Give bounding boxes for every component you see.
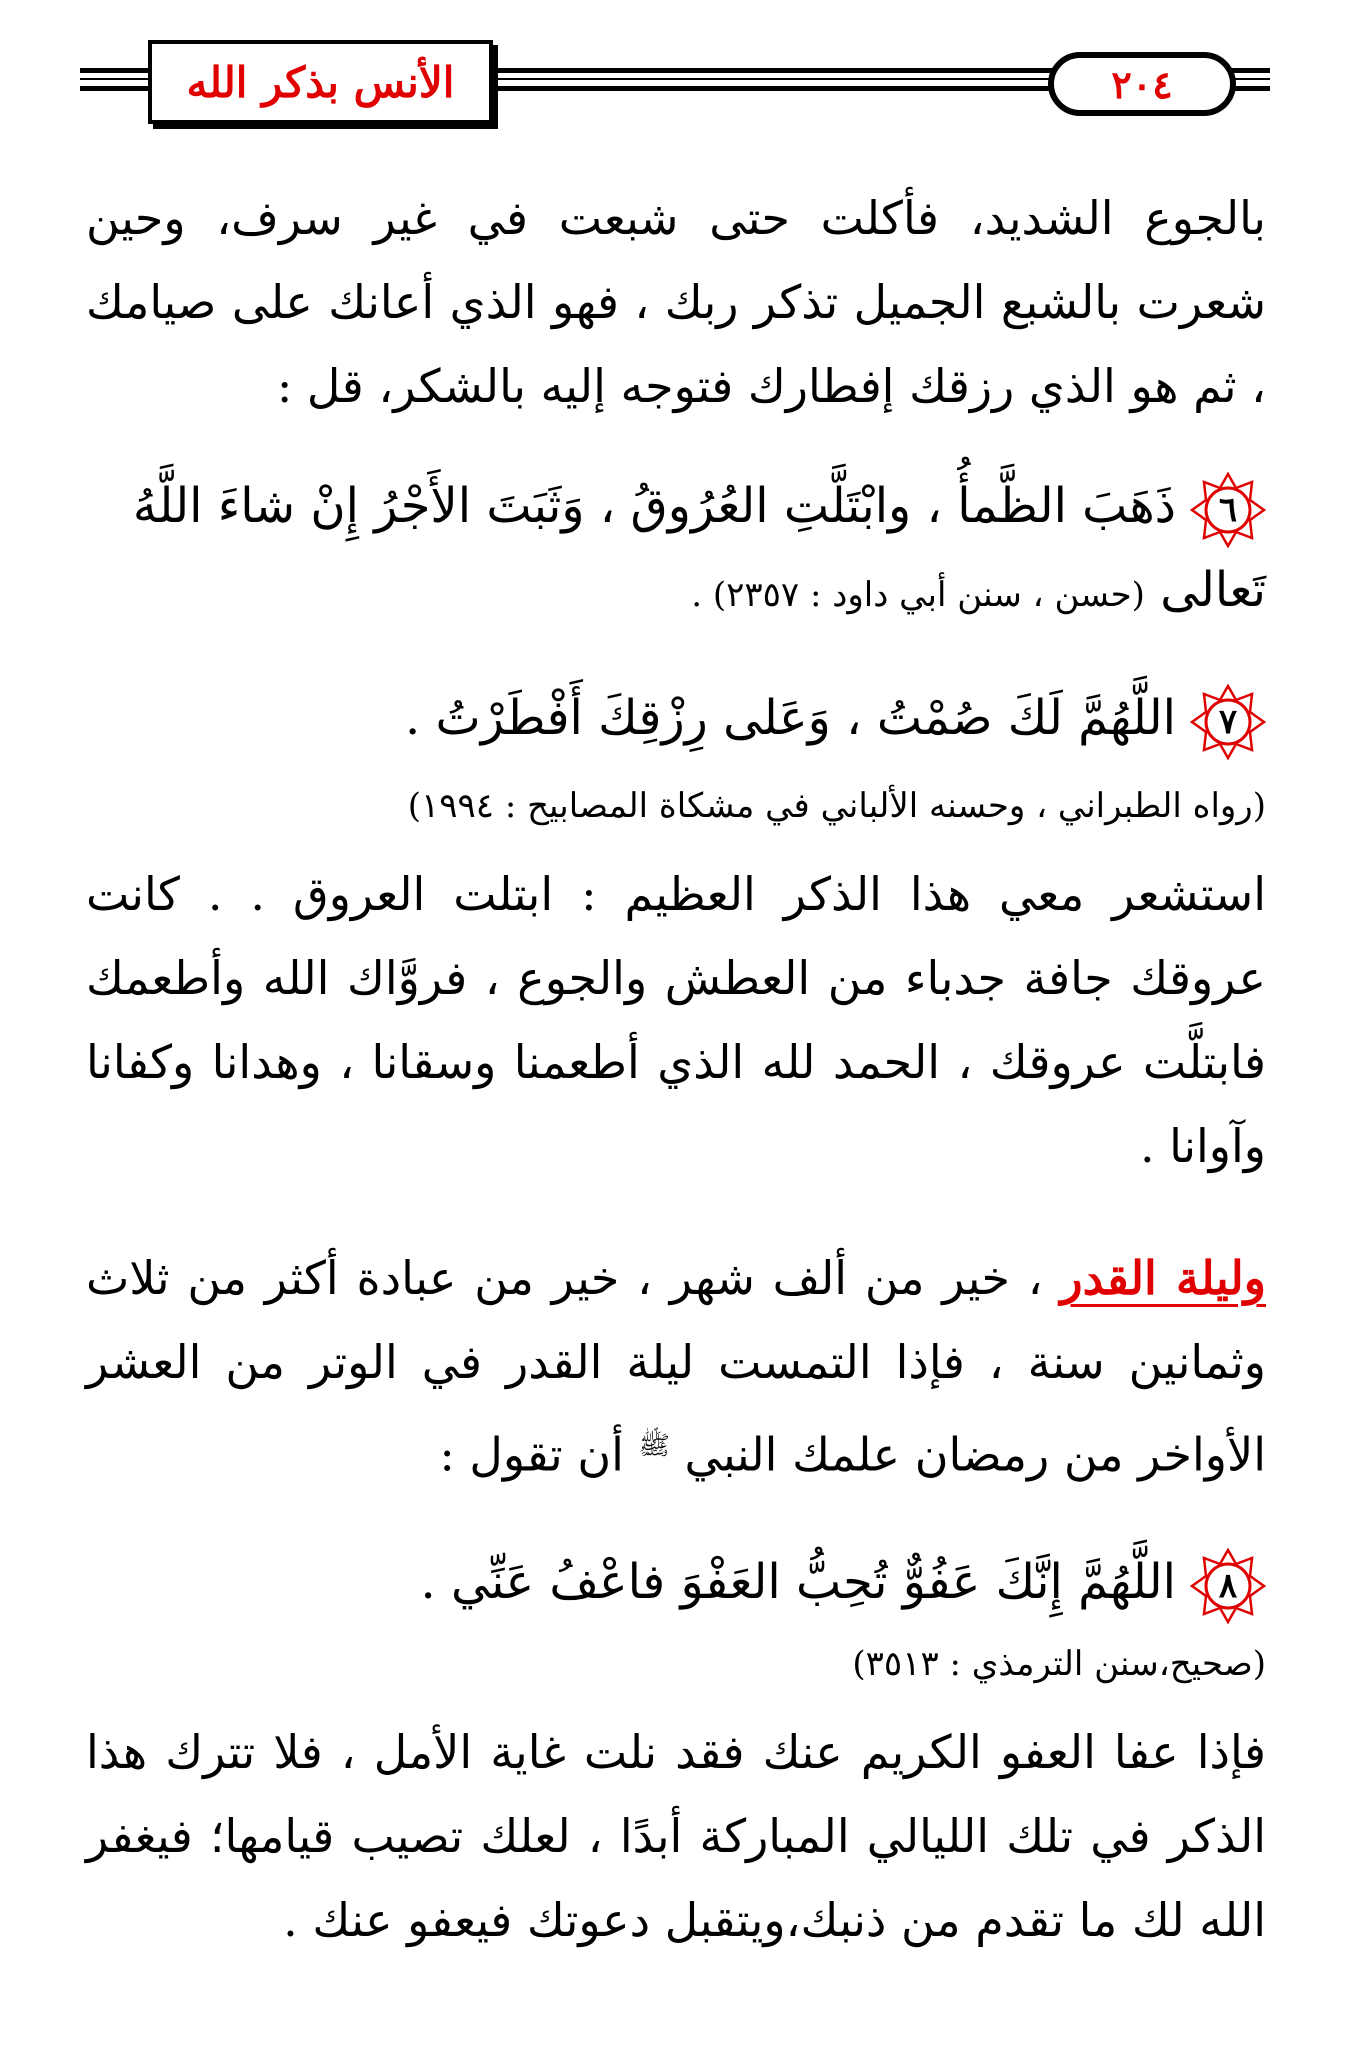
header-title-box [148, 40, 493, 124]
dua-8-reference: (صحيح،سنن الترمذي : ٣٥١٣) [852, 1644, 1266, 1684]
page-number-badge [1048, 52, 1236, 116]
rosette-number-icon [1190, 472, 1266, 548]
dua-7 [86, 676, 1266, 760]
highlight-laylat-al-qadr: وليلة القدر [1060, 1251, 1266, 1305]
page-number: ٢٠٤ [1111, 61, 1173, 107]
dua-text: اللَّهُمَّ لَكَ صُمْتُ ، وَعَلى رِزْقِكَ أَفْطَرْتُ . [405, 690, 1176, 746]
paragraph-1: بالجوع الشديد، فأكلت حتى شبعت في غير سرف، وحين شعرت بالشبع الجميل تذكر ربك ، فهو الذي أعانك على صيامك ، ثم هو الذي رزقك إفطارك فتوجه إليه بالشكر، قل : [86, 191, 1266, 413]
dua-number: ٨ [1218, 1565, 1238, 1606]
paragraph-3-text-a: ، خير من ألف شهر ، خير من عبادة أكثر من ثلاث وثمانين سنة ، فإذا التمست ليلة القدر في الوتر من العشر الأواخر من رمضان علمك النبي [86, 1251, 1266, 1482]
paragraph-3 [86, 1236, 1266, 1496]
page-title: الأنس بذكر الله [186, 57, 455, 107]
paragraph-4: فإذا عفا العفو الكريم عنك فقد نلت غاية الأمل ، فلا تترك هذا الذكر في تلك الليالي المباركة أبدًا ، لعلك تصيب قيامها؛ فيغفر الله لك ما تقدم من ذنبك،ويتقبل دعوتك فيعفو عنك . [86, 1725, 1266, 1947]
dua-text: اللَّهُمَّ إِنَّكَ عَفُوٌّ تُحِبُّ العَفْوَ فاعْفُ عَنِّي . [420, 1554, 1176, 1610]
dua-8 [86, 1540, 1266, 1624]
paragraph-2: استشعر معي هذا الذكر العظيم : ابتلت العروق . . كانت عروقك جافة جدباء من العطش والجوع ، فروَّاك الله وأطعمك فابتلَّت عروقك ، الحمد لله الذي أطعمنا وسقانا ، وهدانا وكفانا وآوانا . [86, 867, 1266, 1173]
dua-number: ٧ [1218, 701, 1238, 742]
rosette-number-icon [1190, 1548, 1266, 1624]
salawat-glyph: ﷺ [638, 1431, 670, 1461]
dua-reference: (حسن ، سنن أبي داود : ٢٣٥٧) . [691, 575, 1145, 615]
rosette-number-icon [1190, 684, 1266, 760]
dua-7-reference: (رواه الطبراني ، وحسنه الألباني في مشكاة المصابيح : ١٩٩٤) [407, 786, 1266, 826]
dua-number: ٦ [1218, 489, 1238, 530]
dua-6 [86, 464, 1266, 637]
paragraph-3-text-b: أن تقول : [439, 1427, 624, 1482]
dua-text: ذَهَبَ الظَّمأُ ، وابْتَلَّتِ العُرُوقُ ، وَثَبَتَ الأَجْرُ إِنْ شاءَ اللَّهُ تَعالى [132, 478, 1266, 618]
